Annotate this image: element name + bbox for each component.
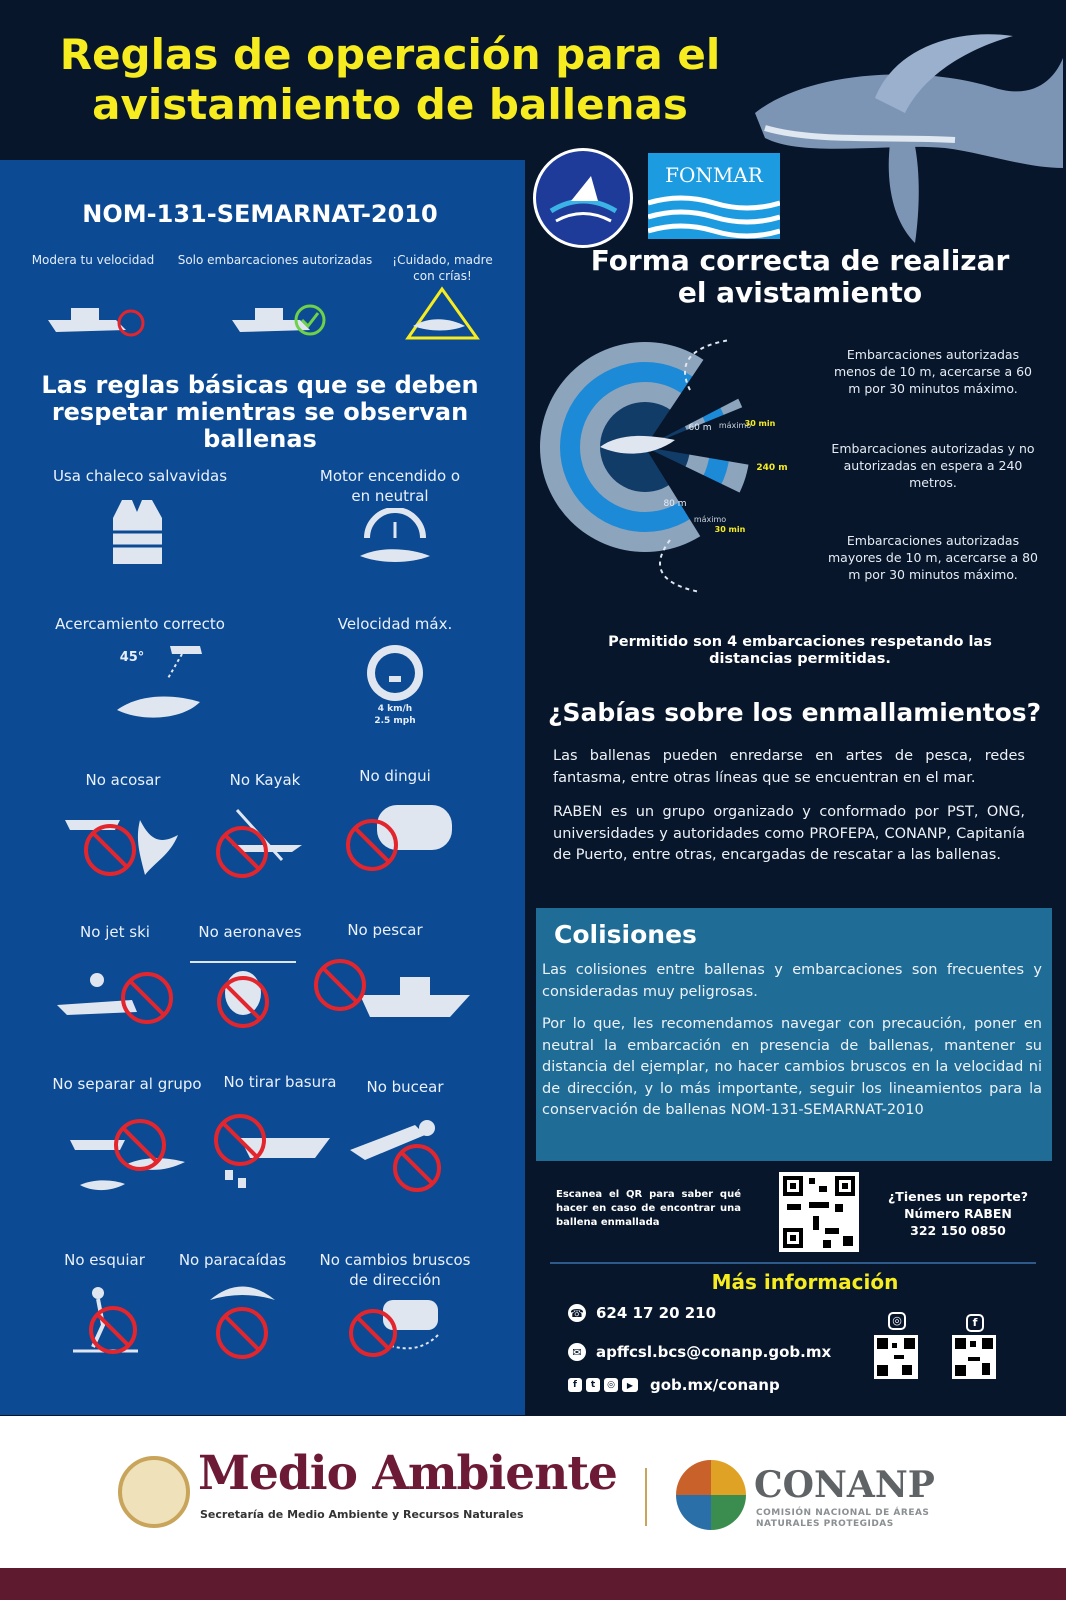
no-sudden-turns-icon [348, 1295, 453, 1360]
approach-angle: 45° [119, 650, 145, 665]
label-no-sudden-turns: No cambios bruscos de dirección [319, 1251, 471, 1289]
label-max-80: máximo [693, 515, 727, 524]
mexico-coat-of-arms-seal [118, 1456, 190, 1528]
label-no-dinghy: No dingui [359, 767, 431, 785]
collisions-text-1: Las colisiones entre ballenas y embarcaciones son frecuentes y consideradas muy peligrosas. [542, 962, 1042, 1000]
raben-label: Número RABEN [904, 1206, 1012, 1221]
correct-viewing-heading: Forma correcta de realizar el avistamiento [590, 244, 1010, 309]
boats-permitted-note: Permitido son 4 embarcaciones respetando las distancias permitidas. [608, 634, 992, 667]
approach-angle-icon [112, 640, 207, 730]
youtube-icon: ▶ [622, 1378, 638, 1392]
email-icon: ✉ [568, 1343, 586, 1361]
footer-divider [645, 1468, 647, 1526]
entanglement-text-1: Las ballenas pueden enredarse en artes de pesca, redes fantasma, entre otras líneas que se encuentran en el mar. [553, 748, 1025, 786]
apff-cabo-san-lucas-seal [533, 148, 633, 248]
no-parachute-icon [205, 1278, 280, 1363]
label-life-vest: Usa chaleco salvavidas [52, 467, 228, 485]
boat-speed-icon [46, 298, 146, 338]
no-harass-icon [60, 800, 185, 880]
phone-number: 624 17 20 210 [596, 1304, 717, 1322]
label-240m: 240 m [756, 463, 788, 473]
contact-email[interactable] [568, 1343, 831, 1361]
label-mother-calf: ¡Cuidado, madre con crías! [392, 253, 493, 283]
entanglement-text-2: RABEN es un grupo organizado y conformado por PST, ONG, universidades y autoridades como PROFEPA, CONANP, Capitanía de Puerto, entre otras, encargadas de rescatar a las ballenas. [553, 804, 1025, 863]
fonmar-logo: FONMAR [648, 153, 780, 239]
contact-phone[interactable] [568, 1304, 716, 1322]
no-kayak-icon [212, 800, 312, 880]
zone-60m-text: Embarcaciones autorizadas menos de 10 m, acercarse a 60 m por 30 minutos máximo. [834, 347, 1032, 396]
no-litter-icon [210, 1108, 335, 1200]
facebook-qr-icon: f [966, 1314, 984, 1332]
mother-calf-warning-icon [405, 286, 480, 341]
label-moderate-speed: Modera tu velocidad [31, 253, 155, 267]
engine-gauge-whale-icon [355, 508, 435, 568]
no-diving-icon [345, 1110, 455, 1200]
label-authorized-only: Solo embarcaciones autorizadas [177, 253, 373, 267]
entanglement-heading: ¿Sabías sobre los enmallamientos? [548, 698, 1042, 727]
label-no-harass: No acosar [85, 771, 161, 789]
no-skiing-icon [68, 1285, 153, 1360]
label-no-parachute: No paracaídas [178, 1251, 287, 1269]
zone-240m-text: Embarcaciones autorizadas y no autorizadas en espera a 240 metros. [831, 441, 1035, 490]
label-max-speed: Velocidad máx. [337, 615, 453, 633]
report-question: ¿Tienes un reporte? [888, 1189, 1028, 1204]
partner-logos [533, 148, 793, 248]
facebook-icon: f [568, 1378, 582, 1392]
email-address: apffcsl.bcs@conanp.gob.mx [596, 1343, 832, 1361]
report-info [878, 1188, 1038, 1239]
conanp-subtitle: COMISIÓN NACIONAL DE ÁREAS NATURALES PROTEGIDAS [756, 1508, 930, 1529]
conanp-logo [676, 1460, 746, 1530]
twitter-icon: t [586, 1378, 600, 1392]
no-separate-group-icon [65, 1110, 190, 1200]
label-80m: 80 m [663, 499, 687, 509]
basic-rules-heading: Las reglas básicas que se deben respetar mientras se observan ballenas [41, 371, 479, 453]
label-30min-60: 30 min [744, 419, 776, 428]
footer-bar [0, 1568, 1066, 1600]
website-url: gob.mx/conanp [650, 1376, 780, 1394]
no-dinghy-icon [342, 795, 467, 880]
qr-instructions: Escanea el QR para saber qué hacer en caso de encontrar una ballena enmallada [556, 1189, 741, 1228]
norm-code: NOM-131-SEMARNAT-2010 [82, 200, 438, 228]
label-correct-approach: Acercamiento correcto [55, 615, 225, 633]
collisions-box [536, 908, 1052, 1161]
instagram-qr-icon: ◎ [888, 1312, 906, 1330]
humpback-whale-illustration [745, 18, 1065, 248]
label-no-diving: No bucear [366, 1078, 444, 1096]
distance-zones-diagram [540, 330, 840, 610]
label-engine-neutral: Motor encendido o en neutral [319, 467, 461, 505]
no-jetski-icon [52, 960, 177, 1030]
life-vest-icon [110, 498, 165, 566]
raben-phone[interactable]: 322 150 0850 [910, 1223, 1006, 1238]
raben-qr-code[interactable] [779, 1172, 859, 1252]
label-60m: 60 m [688, 423, 712, 433]
instagram-icon: ◎ [604, 1378, 618, 1392]
speedometer-icon [362, 640, 428, 706]
more-info-heading: Más información [711, 1270, 899, 1294]
divider-line [550, 1262, 1036, 1264]
collisions-heading: Colisiones [554, 920, 697, 949]
label-no-kayak: No Kayak [229, 771, 301, 789]
label-max-60: máximo [718, 421, 752, 430]
phone-icon: ☎ [568, 1304, 586, 1322]
facebook-qr-code[interactable] [952, 1335, 996, 1379]
label-no-separate-group: No separar al grupo [52, 1075, 202, 1093]
collisions-text-2: Por lo que, les recomendamos navegar con precaución, poner en neutral la embarcación en presencia de ballenas, mantener su distancia del ejemplar, no hacer cambios bruscos en la velocidad ni de dirección, y lo más importante, seguir los lineamientos para la conservación de ballenas NOM-131-SEMARNAT-2010 [542, 1016, 1042, 1118]
label-30min-80: 30 min [714, 525, 746, 534]
semarnat-subtitle: Secretaría de Medio Ambiente y Recursos Naturales [200, 1508, 524, 1521]
contact-web[interactable] [568, 1376, 780, 1394]
authorized-boat-check-icon [230, 298, 330, 338]
label-no-litter: No tirar basura [223, 1073, 337, 1091]
medio-ambiente-title: Medio Ambiente [198, 1446, 617, 1501]
label-no-aircraft: No aeronaves [198, 923, 302, 941]
no-aircraft-icon [188, 958, 298, 1030]
instagram-qr-code[interactable] [874, 1335, 918, 1379]
speed-kmh: 4 km/h [377, 704, 413, 714]
no-fishing-icon [310, 955, 475, 1030]
label-no-fishing: No pescar [347, 921, 423, 939]
page-title: Reglas de operación para el avistamiento de ballenas [59, 30, 721, 129]
conanp-title: CONANP [754, 1464, 935, 1506]
label-no-jetski: No jet ski [80, 923, 150, 941]
speed-mph: 2.5 mph [374, 716, 416, 726]
zone-80m-text: Embarcaciones autorizadas mayores de 10 m, acercarse a 80 m por 30 minutos máximo. [828, 533, 1038, 582]
label-no-skiing: No esquiar [64, 1251, 145, 1269]
